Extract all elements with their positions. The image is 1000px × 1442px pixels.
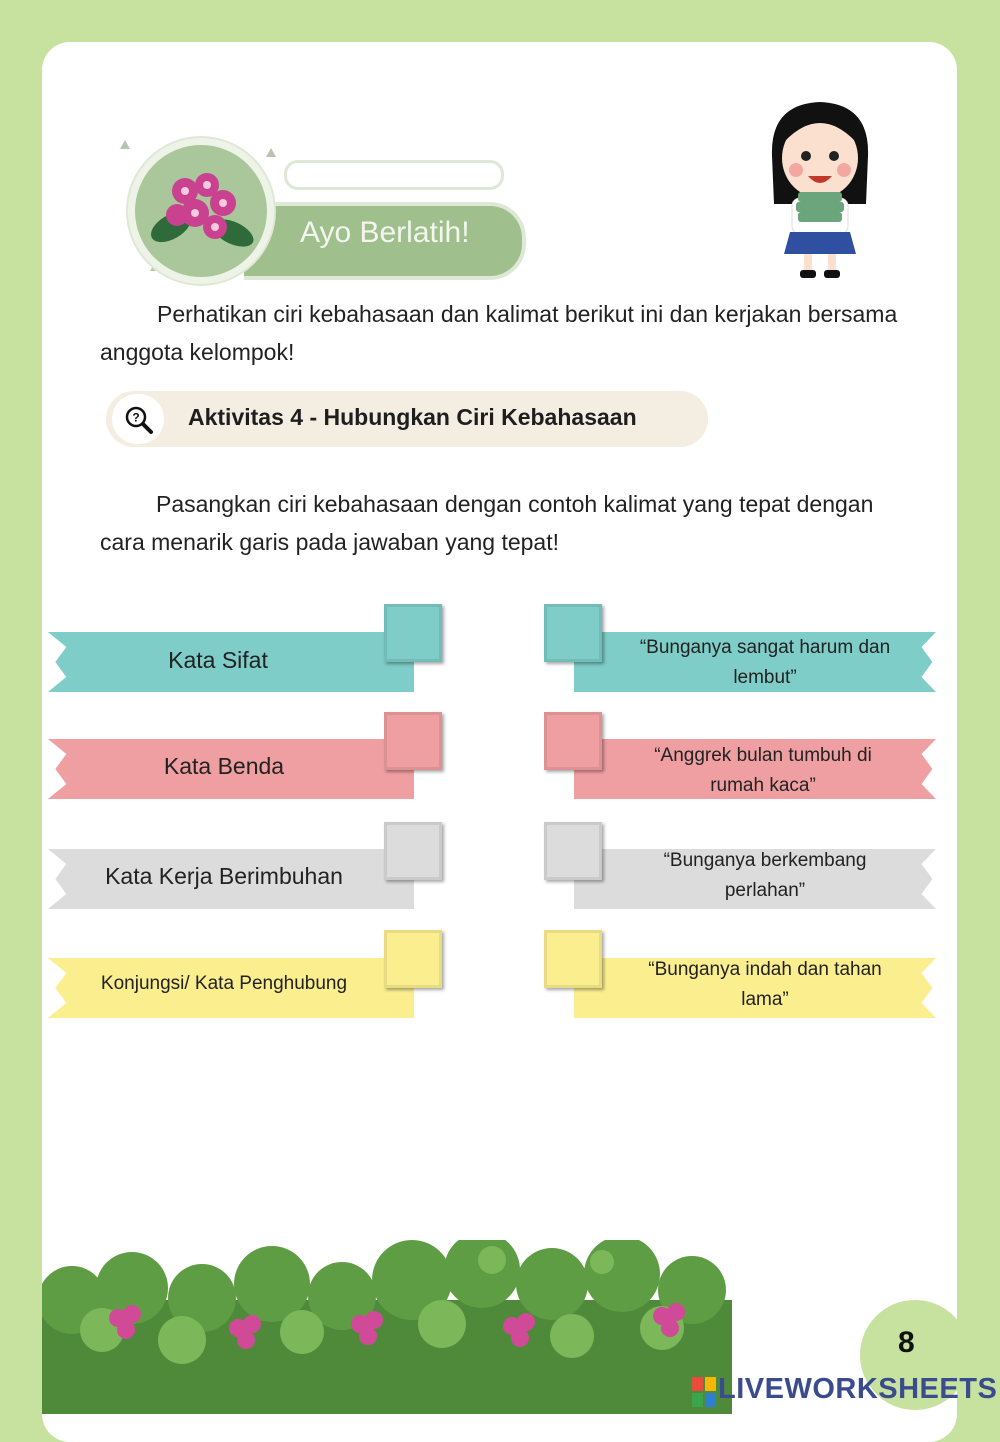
right-item-line: “Bunganya indah dan tahan	[648, 959, 882, 980]
match-box-left[interactable]	[384, 604, 442, 662]
right-item-text	[610, 955, 920, 1015]
left-item-label: Kata Benda	[163, 753, 285, 779]
right-item-line: perlahan”	[724, 880, 806, 901]
footer-brand: LIVEWORKSHEETS	[718, 1373, 998, 1405]
right-item-text	[610, 633, 920, 693]
svg-text:?: ?	[132, 410, 140, 425]
activity-icon-wrap	[112, 394, 164, 444]
right-item-line: “Anggrek bulan tumbuh di	[654, 745, 872, 766]
decor-triangle	[266, 148, 276, 157]
right-item-text	[610, 846, 920, 906]
activity-title: Aktivitas 4 - Hubungkan Ciri Kebahasaan	[188, 404, 637, 430]
intro-paragraph: Perhatikan ciri kebahasaan dan kalimat berikut ini dan kerjakan bersama anggota kelompok!	[100, 301, 898, 365]
match-box-right[interactable]	[544, 930, 602, 988]
orchid-icon	[135, 145, 267, 277]
right-item-line: “Bunganya sangat harum dan	[639, 637, 891, 658]
right-item-text	[608, 741, 918, 801]
liveworksheets-logo-icon	[692, 1377, 716, 1407]
question-search-icon	[124, 405, 154, 435]
decor-triangle	[120, 140, 130, 149]
header-bar-top	[284, 160, 504, 190]
left-item-label: Kata Sifat	[168, 647, 268, 673]
left-item-label: Konjungsi/ Kata Penghubung	[100, 973, 348, 994]
match-box-right[interactable]	[544, 712, 602, 770]
bush-decoration	[42, 1240, 732, 1414]
match-box-right[interactable]	[544, 604, 602, 662]
right-item-line: lembut”	[733, 667, 797, 688]
header-title: Ayo Berlatih!	[300, 216, 470, 249]
page-number: 8	[898, 1326, 915, 1359]
match-box-left[interactable]	[384, 712, 442, 770]
right-item-line: “Bunganya berkembang	[663, 850, 867, 871]
match-box-left[interactable]	[384, 822, 442, 880]
instruction-paragraph: Pasangkan ciri kebahasaan dengan contoh kalimat yang tepat dengan cara menarik garis pada jawaban yang tepat!	[100, 491, 874, 555]
left-item-label: Kata Kerja Berimbuhan	[105, 863, 343, 889]
right-item-line: lama”	[741, 989, 789, 1010]
girl-illustration	[762, 96, 878, 280]
match-box-right[interactable]	[544, 822, 602, 880]
header-flower-badge	[128, 138, 274, 284]
right-item-line: rumah kaca”	[710, 775, 816, 796]
match-box-left[interactable]	[384, 930, 442, 988]
